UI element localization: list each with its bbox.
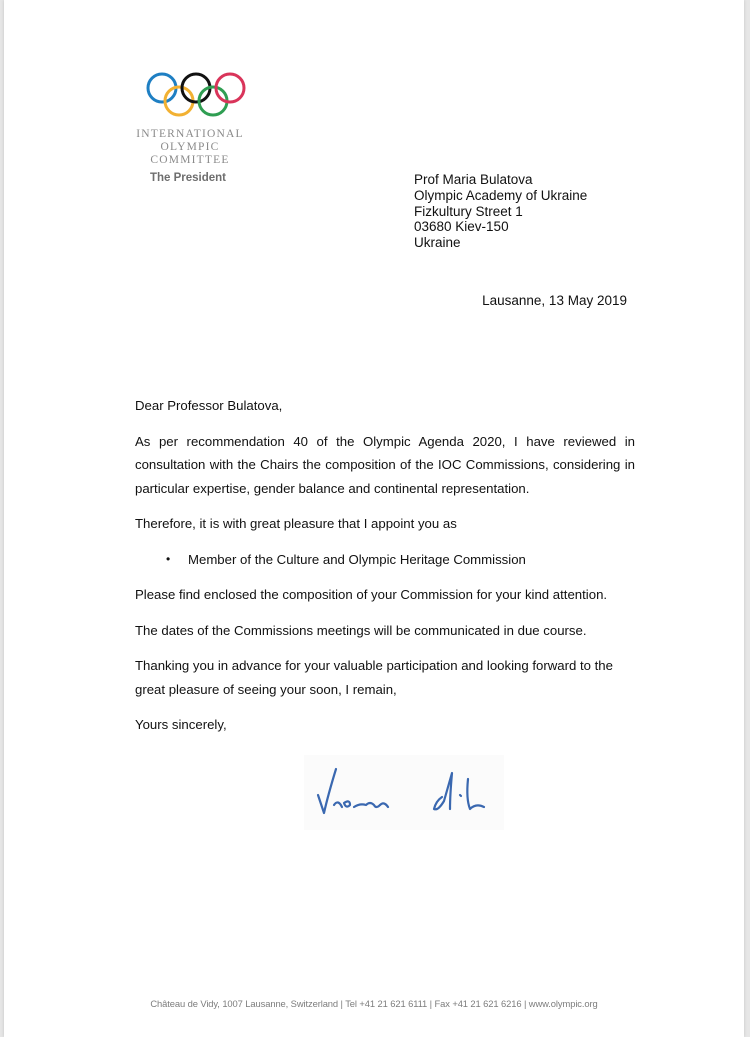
paragraph: Thanking you in advance for your valuable participation and looking forward to the great pleasure of seeing your soon, I remain, (135, 658, 613, 697)
recipient-street: Fizkultury Street 1 (414, 203, 523, 219)
dateline: Lausanne, 13 May 2019 (482, 293, 627, 308)
org-name-line: OLYMPIC (160, 141, 220, 153)
office-title: The President (149, 172, 227, 184)
signature (304, 755, 504, 830)
org-name-line: INTERNATIONAL (136, 128, 244, 140)
olympic-rings-icon (144, 70, 248, 118)
closing: Yours sincerely, (135, 717, 227, 732)
letter-page (4, 0, 744, 1037)
signature-handwriting-icon (304, 755, 504, 830)
appointment-item (135, 548, 635, 572)
bullet-icon: • (166, 551, 171, 566)
appointment-text: Member of the Culture and Olympic Heritage Commission (188, 551, 526, 567)
ioc-letterhead (136, 70, 256, 184)
org-name (124, 128, 256, 167)
org-name-line: COMMITTEE (150, 154, 230, 166)
paragraph: The dates of the Commissions meetings will be communicated in due course. (135, 622, 587, 638)
paragraph: Please find enclosed the composition of your Commission for your kind attention. (135, 587, 608, 602)
paragraph: As per recommendation 40 of the Olympic Agenda 2020, I have reviewed in consultation with the Chairs the composition of the IOC Commissions, considering in particular expertise, gender balance and continental representation. (135, 433, 635, 496)
recipient-city: 03680 Kiev-150 (414, 219, 509, 235)
paragraph: Therefore, it is with great pleasure that I appoint you as (135, 516, 457, 531)
recipient-address (414, 172, 587, 251)
salutation: Dear Professor Bulatova, (135, 398, 283, 413)
recipient-country: Ukraine (414, 235, 461, 251)
recipient-organization: Olympic Academy of Ukraine (414, 187, 588, 203)
letter-body (135, 394, 635, 749)
letterhead-footer: Château de Vidy, 1007 Lausanne, Switzerland | Tel +41 21 621 6111 | Fax +41 21 621 6216 | www.olympic.org (150, 998, 598, 1009)
recipient-name: Prof Maria Bulatova (414, 172, 533, 187)
